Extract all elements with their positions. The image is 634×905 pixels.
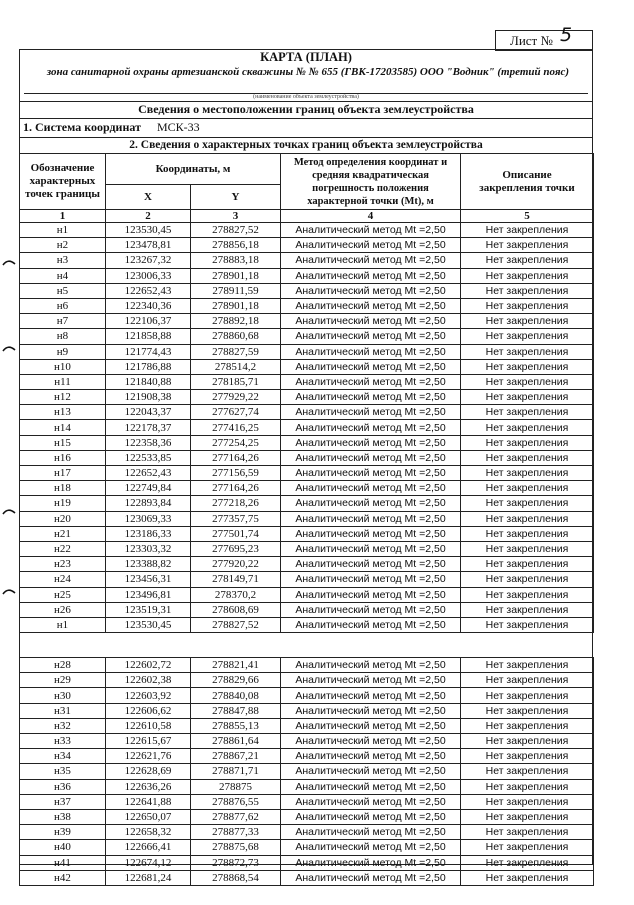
point-description: Нет закрепления bbox=[461, 658, 594, 673]
point-x: 122606,62 bbox=[106, 703, 191, 718]
point-x: 122681,24 bbox=[106, 870, 191, 885]
table-row bbox=[20, 617, 594, 632]
point-method: Аналитический метод Mt =2,50 bbox=[281, 688, 461, 703]
table-row bbox=[20, 481, 594, 496]
point-y: 278883,18 bbox=[191, 253, 281, 268]
point-x: 122615,67 bbox=[106, 734, 191, 749]
point-x: 122358,36 bbox=[106, 435, 191, 450]
point-x: 122602,72 bbox=[106, 658, 191, 673]
point-x: 123303,32 bbox=[106, 541, 191, 556]
table-row bbox=[20, 238, 594, 253]
table-row bbox=[20, 374, 594, 389]
point-id: н3 bbox=[20, 253, 106, 268]
point-id: н33 bbox=[20, 734, 106, 749]
sheet-label: Лист № bbox=[510, 33, 553, 48]
col-designation-header: Обозначение характерных точек границы bbox=[20, 154, 106, 210]
point-x: 122106,37 bbox=[106, 314, 191, 329]
point-method: Аналитический метод Mt =2,50 bbox=[281, 405, 461, 420]
table-row bbox=[20, 809, 594, 824]
point-x: 123006,33 bbox=[106, 268, 191, 283]
point-description: Нет закрепления bbox=[461, 718, 594, 733]
table-row bbox=[20, 749, 594, 764]
point-method: Аналитический метод Mt =2,50 bbox=[281, 223, 461, 238]
point-x: 122628,69 bbox=[106, 764, 191, 779]
point-description: Нет закрепления bbox=[461, 511, 594, 526]
table-row bbox=[20, 329, 594, 344]
point-x: 123478,81 bbox=[106, 238, 191, 253]
point-method: Аналитический метод Mt =2,50 bbox=[281, 435, 461, 450]
page-title: КАРТА (ПЛАН) bbox=[260, 50, 352, 64]
point-method: Аналитический метод Mt =2,50 bbox=[281, 344, 461, 359]
point-method: Аналитический метод Mt =2,50 bbox=[281, 450, 461, 465]
point-description: Нет закрепления bbox=[461, 223, 594, 238]
point-method: Аналитический метод Mt =2,50 bbox=[281, 283, 461, 298]
point-id: н8 bbox=[20, 329, 106, 344]
point-y: 278872,73 bbox=[191, 855, 281, 870]
point-description: Нет закрепления bbox=[461, 825, 594, 840]
point-method: Аналитический метод Mt =2,50 bbox=[281, 658, 461, 673]
point-method: Аналитический метод Mt =2,50 bbox=[281, 511, 461, 526]
point-x: 122603,92 bbox=[106, 688, 191, 703]
col-number: 4 bbox=[281, 210, 461, 223]
table-row bbox=[20, 511, 594, 526]
section1-title: Сведения о местоположении границ объекта землеустройства bbox=[138, 102, 474, 116]
point-method: Аналитический метод Mt =2,50 bbox=[281, 420, 461, 435]
table-row bbox=[20, 390, 594, 405]
point-method: Аналитический метод Mt =2,50 bbox=[281, 673, 461, 688]
point-y: 278608,69 bbox=[191, 602, 281, 617]
point-y: 278875,68 bbox=[191, 840, 281, 855]
point-method: Аналитический метод Mt =2,50 bbox=[281, 238, 461, 253]
point-id: н41 bbox=[20, 855, 106, 870]
point-id: н18 bbox=[20, 481, 106, 496]
coord-system-label: 1. Система координат bbox=[23, 120, 141, 134]
point-method: Аналитический метод Mt =2,50 bbox=[281, 617, 461, 632]
point-y: 278827,59 bbox=[191, 344, 281, 359]
point-id: н1 bbox=[20, 617, 106, 632]
point-method: Аналитический метод Mt =2,50 bbox=[281, 855, 461, 870]
point-description: Нет закрепления bbox=[461, 688, 594, 703]
table-row bbox=[20, 420, 594, 435]
point-id: н39 bbox=[20, 825, 106, 840]
section2-title: 2. Сведения о характерных точках границ объекта землеустройства bbox=[129, 139, 483, 151]
point-id: н12 bbox=[20, 390, 106, 405]
point-x: 122610,58 bbox=[106, 718, 191, 733]
table-row bbox=[20, 526, 594, 541]
table-row bbox=[20, 541, 594, 556]
point-method: Аналитический метод Mt =2,50 bbox=[281, 749, 461, 764]
point-description: Нет закрепления bbox=[461, 526, 594, 541]
point-y: 277254,25 bbox=[191, 435, 281, 450]
point-method: Аналитический метод Mt =2,50 bbox=[281, 572, 461, 587]
col-number: 5 bbox=[461, 210, 594, 223]
point-id: н28 bbox=[20, 658, 106, 673]
point-description: Нет закрепления bbox=[461, 855, 594, 870]
point-y: 277164,26 bbox=[191, 450, 281, 465]
point-y: 277156,59 bbox=[191, 466, 281, 481]
col-number: 1 bbox=[20, 210, 106, 223]
table-row bbox=[20, 734, 594, 749]
table-row bbox=[20, 718, 594, 733]
point-x: 122533,85 bbox=[106, 450, 191, 465]
point-id: н32 bbox=[20, 718, 106, 733]
point-id: н31 bbox=[20, 703, 106, 718]
point-method: Аналитический метод Mt =2,50 bbox=[281, 314, 461, 329]
point-id: н16 bbox=[20, 450, 106, 465]
point-id: н30 bbox=[20, 688, 106, 703]
point-method: Аналитический метод Mt =2,50 bbox=[281, 359, 461, 374]
point-description: Нет закрепления bbox=[461, 602, 594, 617]
point-id: н17 bbox=[20, 466, 106, 481]
point-id: н36 bbox=[20, 779, 106, 794]
point-method: Аналитический метод Mt =2,50 bbox=[281, 602, 461, 617]
point-id: н7 bbox=[20, 314, 106, 329]
point-x: 122602,38 bbox=[106, 673, 191, 688]
point-description: Нет закрепления bbox=[461, 450, 594, 465]
point-description: Нет закрепления bbox=[461, 587, 594, 602]
point-x: 123519,31 bbox=[106, 602, 191, 617]
point-method: Аналитический метод Mt =2,50 bbox=[281, 809, 461, 824]
table-row bbox=[20, 466, 594, 481]
point-description: Нет закрепления bbox=[461, 329, 594, 344]
point-y: 277929,22 bbox=[191, 390, 281, 405]
table-row bbox=[20, 840, 594, 855]
point-description: Нет закрепления bbox=[461, 572, 594, 587]
col-y-header: Y bbox=[191, 185, 281, 210]
point-y: 278877,62 bbox=[191, 809, 281, 824]
point-method: Аналитический метод Mt =2,50 bbox=[281, 794, 461, 809]
col-number: 2 bbox=[106, 210, 191, 223]
table-row bbox=[20, 855, 594, 870]
divider bbox=[19, 137, 593, 138]
point-description: Нет закрепления bbox=[461, 840, 594, 855]
point-description: Нет закрепления bbox=[461, 405, 594, 420]
point-x: 122658,32 bbox=[106, 825, 191, 840]
point-y: 278149,71 bbox=[191, 572, 281, 587]
point-method: Аналитический метод Mt =2,50 bbox=[281, 329, 461, 344]
point-description: Нет закрепления bbox=[461, 617, 594, 632]
point-description: Нет закрепления bbox=[461, 870, 594, 885]
col-description-header: Описание закрепления точки bbox=[461, 154, 594, 210]
table-row bbox=[20, 435, 594, 450]
point-method: Аналитический метод Mt =2,50 bbox=[281, 526, 461, 541]
table-row bbox=[20, 298, 594, 313]
point-y: 278827,52 bbox=[191, 223, 281, 238]
table-row bbox=[20, 825, 594, 840]
table-row bbox=[20, 314, 594, 329]
point-x: 122652,43 bbox=[106, 283, 191, 298]
point-id: н26 bbox=[20, 602, 106, 617]
point-method: Аналитический метод Mt =2,50 bbox=[281, 764, 461, 779]
point-method: Аналитический метод Mt =2,50 bbox=[281, 840, 461, 855]
point-id: н14 bbox=[20, 420, 106, 435]
point-y: 278827,52 bbox=[191, 617, 281, 632]
point-x: 122749,84 bbox=[106, 481, 191, 496]
table-row bbox=[20, 587, 594, 602]
point-y: 278185,71 bbox=[191, 374, 281, 389]
point-y: 278868,54 bbox=[191, 870, 281, 885]
pen-mark-icon bbox=[2, 258, 16, 266]
point-y: 278860,68 bbox=[191, 329, 281, 344]
col-x-header: X bbox=[106, 185, 191, 210]
point-description: Нет закрепления bbox=[461, 238, 594, 253]
point-y: 278855,13 bbox=[191, 718, 281, 733]
point-x: 122893,84 bbox=[106, 496, 191, 511]
point-id: н25 bbox=[20, 587, 106, 602]
point-x: 122674,12 bbox=[106, 855, 191, 870]
point-id: н11 bbox=[20, 374, 106, 389]
point-id: н6 bbox=[20, 298, 106, 313]
point-id: н23 bbox=[20, 557, 106, 572]
point-description: Нет закрепления bbox=[461, 268, 594, 283]
point-id: н15 bbox=[20, 435, 106, 450]
col-method-header: Метод определения координат и средняя квадратическая погрешность положения характерной точки (Mt), м bbox=[281, 154, 461, 210]
point-x: 123267,32 bbox=[106, 253, 191, 268]
table-row bbox=[20, 870, 594, 885]
point-method: Аналитический метод Mt =2,50 bbox=[281, 718, 461, 733]
table-row bbox=[20, 602, 594, 617]
point-x: 122666,41 bbox=[106, 840, 191, 855]
coord-system-value: МСК-33 bbox=[157, 120, 200, 134]
table-row bbox=[20, 557, 594, 572]
point-x: 121858,88 bbox=[106, 329, 191, 344]
point-id: н4 bbox=[20, 268, 106, 283]
point-description: Нет закрепления bbox=[461, 390, 594, 405]
point-x: 121774,43 bbox=[106, 344, 191, 359]
point-x: 123186,33 bbox=[106, 526, 191, 541]
sheet-number-box bbox=[495, 24, 593, 51]
point-description: Нет закрепления bbox=[461, 253, 594, 268]
point-x: 123496,81 bbox=[106, 587, 191, 602]
point-y: 278861,64 bbox=[191, 734, 281, 749]
point-description: Нет закрепления bbox=[461, 314, 594, 329]
point-method: Аналитический метод Mt =2,50 bbox=[281, 870, 461, 885]
point-description: Нет закрепления bbox=[461, 481, 594, 496]
point-method: Аналитический метод Mt =2,50 bbox=[281, 481, 461, 496]
point-id: н38 bbox=[20, 809, 106, 824]
point-description: Нет закрепления bbox=[461, 779, 594, 794]
point-y: 278901,18 bbox=[191, 298, 281, 313]
point-y: 277357,75 bbox=[191, 511, 281, 526]
point-x: 122621,76 bbox=[106, 749, 191, 764]
point-id: н1 bbox=[20, 223, 106, 238]
table-row bbox=[20, 405, 594, 420]
point-y: 278856,18 bbox=[191, 238, 281, 253]
point-method: Аналитический метод Mt =2,50 bbox=[281, 298, 461, 313]
point-y: 278875 bbox=[191, 779, 281, 794]
point-y: 278892,18 bbox=[191, 314, 281, 329]
point-y: 278829,66 bbox=[191, 673, 281, 688]
point-description: Нет закрепления bbox=[461, 466, 594, 481]
point-y: 277695,23 bbox=[191, 541, 281, 556]
point-id: н37 bbox=[20, 794, 106, 809]
point-id: н24 bbox=[20, 572, 106, 587]
point-id: н40 bbox=[20, 840, 106, 855]
point-y: 277501,74 bbox=[191, 526, 281, 541]
table-row bbox=[20, 253, 594, 268]
point-description: Нет закрепления bbox=[461, 749, 594, 764]
point-x: 122641,88 bbox=[106, 794, 191, 809]
point-id: н13 bbox=[20, 405, 106, 420]
table-row bbox=[20, 359, 594, 374]
point-description: Нет закрепления bbox=[461, 557, 594, 572]
table-row bbox=[20, 450, 594, 465]
point-method: Аналитический метод Mt =2,50 bbox=[281, 466, 461, 481]
table-row bbox=[20, 496, 594, 511]
point-description: Нет закрепления bbox=[461, 496, 594, 511]
point-y: 278871,71 bbox=[191, 764, 281, 779]
point-y: 278911,59 bbox=[191, 283, 281, 298]
point-description: Нет закрепления bbox=[461, 435, 594, 450]
col-number: 3 bbox=[191, 210, 281, 223]
point-description: Нет закрепления bbox=[461, 374, 594, 389]
point-x: 123069,33 bbox=[106, 511, 191, 526]
point-description: Нет закрепления bbox=[461, 734, 594, 749]
point-method: Аналитический метод Mt =2,50 bbox=[281, 374, 461, 389]
point-description: Нет закрепления bbox=[461, 541, 594, 556]
point-x: 123456,31 bbox=[106, 572, 191, 587]
point-y: 278514,2 bbox=[191, 359, 281, 374]
point-id: н19 bbox=[20, 496, 106, 511]
point-description: Нет закрепления bbox=[461, 344, 594, 359]
pen-mark-icon bbox=[2, 587, 16, 595]
point-method: Аналитический метод Mt =2,50 bbox=[281, 253, 461, 268]
point-description: Нет закрепления bbox=[461, 298, 594, 313]
point-x: 122652,43 bbox=[106, 466, 191, 481]
point-id: н21 bbox=[20, 526, 106, 541]
point-description: Нет закрепления bbox=[461, 673, 594, 688]
table-row bbox=[20, 673, 594, 688]
point-description: Нет закрепления bbox=[461, 283, 594, 298]
points-table bbox=[19, 153, 594, 886]
point-description: Нет закрепления bbox=[461, 359, 594, 374]
point-y: 277920,22 bbox=[191, 557, 281, 572]
point-y: 278901,18 bbox=[191, 268, 281, 283]
point-method: Аналитический метод Mt =2,50 bbox=[281, 703, 461, 718]
table-row bbox=[20, 344, 594, 359]
point-x: 122340,36 bbox=[106, 298, 191, 313]
table-row bbox=[20, 779, 594, 794]
point-x: 122650,07 bbox=[106, 809, 191, 824]
point-y: 278867,21 bbox=[191, 749, 281, 764]
table-row bbox=[20, 223, 594, 238]
point-description: Нет закрепления bbox=[461, 703, 594, 718]
point-method: Аналитический метод Mt =2,50 bbox=[281, 779, 461, 794]
table-row bbox=[20, 764, 594, 779]
table-row bbox=[20, 688, 594, 703]
table-row bbox=[20, 283, 594, 298]
point-y: 278840,08 bbox=[191, 688, 281, 703]
table-row bbox=[20, 794, 594, 809]
point-method: Аналитический метод Mt =2,50 bbox=[281, 734, 461, 749]
point-y: 278821,41 bbox=[191, 658, 281, 673]
col-coordinates-header: Координаты, м bbox=[106, 154, 281, 185]
pen-mark-icon bbox=[2, 344, 16, 352]
table-row bbox=[20, 703, 594, 718]
point-id: н35 bbox=[20, 764, 106, 779]
point-method: Аналитический метод Mt =2,50 bbox=[281, 587, 461, 602]
point-description: Нет закрепления bbox=[461, 764, 594, 779]
point-method: Аналитический метод Mt =2,50 bbox=[281, 541, 461, 556]
point-y: 278877,33 bbox=[191, 825, 281, 840]
point-id: н29 bbox=[20, 673, 106, 688]
point-description: Нет закрепления bbox=[461, 809, 594, 824]
point-description: Нет закрепления bbox=[461, 420, 594, 435]
point-x: 121908,38 bbox=[106, 390, 191, 405]
point-y: 277164,26 bbox=[191, 481, 281, 496]
point-x: 123530,45 bbox=[106, 617, 191, 632]
point-method: Аналитический метод Mt =2,50 bbox=[281, 496, 461, 511]
column-number-row bbox=[20, 210, 594, 223]
object-name: зона санитарной охраны артезианской скважины № № 655 (ГВК-17203585) ООО "Водник" (третий пояс) bbox=[46, 66, 570, 78]
point-y: 278876,55 bbox=[191, 794, 281, 809]
point-description: Нет закрепления bbox=[461, 794, 594, 809]
sheet-number: 5 bbox=[560, 24, 573, 46]
point-y: 277416,25 bbox=[191, 420, 281, 435]
point-x: 121786,88 bbox=[106, 359, 191, 374]
point-y: 277218,26 bbox=[191, 496, 281, 511]
table-row bbox=[20, 658, 594, 673]
point-x: 121840,88 bbox=[106, 374, 191, 389]
point-y: 278370,2 bbox=[191, 587, 281, 602]
pen-mark-icon bbox=[2, 507, 16, 515]
point-id: н10 bbox=[20, 359, 106, 374]
point-y: 277627,74 bbox=[191, 405, 281, 420]
point-id: н42 bbox=[20, 870, 106, 885]
point-x: 123388,82 bbox=[106, 557, 191, 572]
point-y: 278847,88 bbox=[191, 703, 281, 718]
table-row bbox=[20, 572, 594, 587]
point-x: 123530,45 bbox=[106, 223, 191, 238]
point-method: Аналитический метод Mt =2,50 bbox=[281, 825, 461, 840]
point-id: н2 bbox=[20, 238, 106, 253]
point-id: н34 bbox=[20, 749, 106, 764]
point-id: н22 bbox=[20, 541, 106, 556]
object-name-caption: (наименование объекта землеустройства) bbox=[253, 94, 359, 100]
point-method: Аналитический метод Mt =2,50 bbox=[281, 268, 461, 283]
table-row bbox=[20, 268, 594, 283]
divider bbox=[19, 118, 593, 119]
point-id: н5 bbox=[20, 283, 106, 298]
point-id: н20 bbox=[20, 511, 106, 526]
point-x: 122178,37 bbox=[106, 420, 191, 435]
point-method: Аналитический метод Mt =2,50 bbox=[281, 557, 461, 572]
table-gap-row bbox=[20, 633, 594, 658]
point-x: 122043,37 bbox=[106, 405, 191, 420]
point-id: н9 bbox=[20, 344, 106, 359]
point-method: Аналитический метод Mt =2,50 bbox=[281, 390, 461, 405]
point-x: 122636,26 bbox=[106, 779, 191, 794]
